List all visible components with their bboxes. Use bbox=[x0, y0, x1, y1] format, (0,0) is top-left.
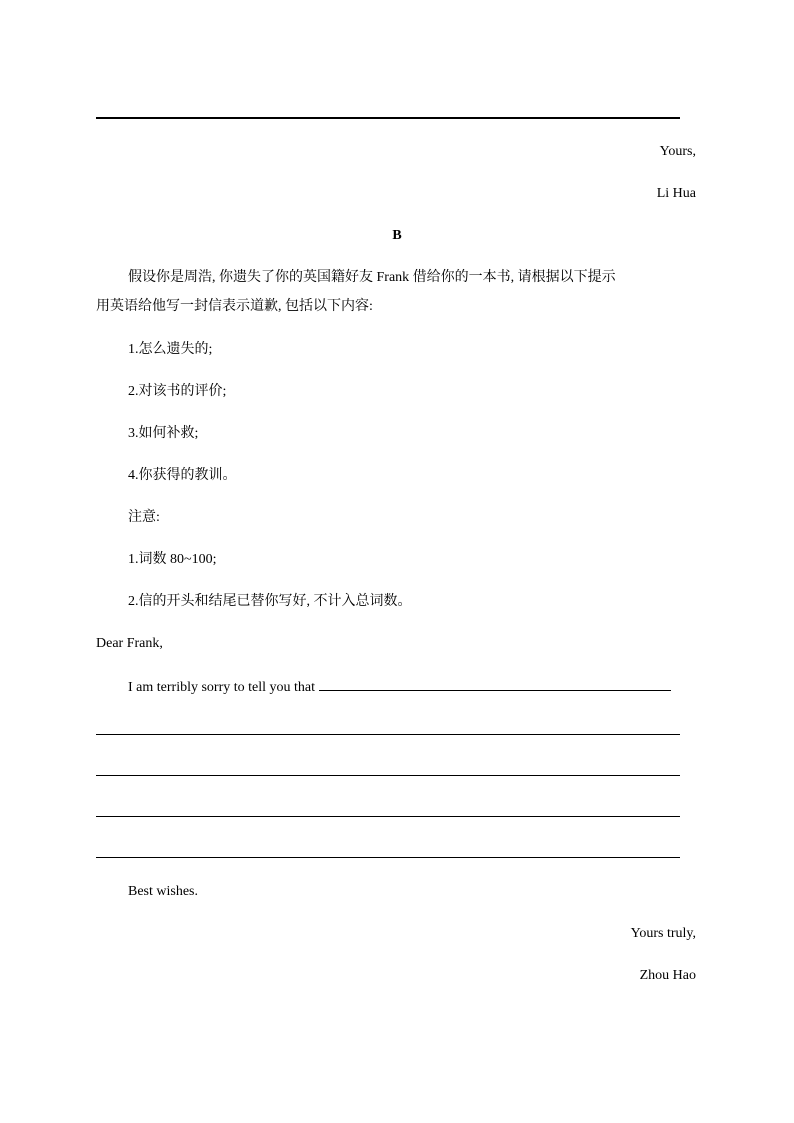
answer-line[interactable] bbox=[96, 816, 680, 817]
answer-line bbox=[96, 117, 680, 119]
answer-line[interactable] bbox=[96, 857, 680, 858]
point-item: 1.怎么遗失的; bbox=[128, 342, 213, 357]
note-item: 2.信的开头和结尾已替你写好, 不计入总词数。 bbox=[128, 594, 412, 609]
prompt-line-1: 假设你是周浩, 你遗失了你的英国籍好友 Frank 借给你的一本书, 请根据以下提示 bbox=[128, 270, 616, 285]
salutation: Dear Frank, bbox=[96, 636, 163, 651]
note-item: 1.词数 80~100; bbox=[128, 552, 217, 567]
prompt-line-2: 用英语给他写一封信表示道歉, 包括以下内容: bbox=[96, 299, 373, 314]
point-item: 4.你获得的教训。 bbox=[128, 468, 237, 483]
notes-title: 注意: bbox=[128, 510, 160, 525]
answer-blank[interactable] bbox=[319, 676, 671, 691]
answer-line[interactable] bbox=[96, 734, 680, 735]
prev-closing: Yours, bbox=[659, 144, 696, 159]
point-item: 3.如何补救; bbox=[128, 426, 199, 441]
section-label: B bbox=[392, 228, 402, 243]
prev-signature: Li Hua bbox=[656, 186, 696, 201]
closing: Yours truly, bbox=[630, 926, 696, 941]
answer-line[interactable] bbox=[96, 775, 680, 776]
opening-sentence bbox=[128, 676, 671, 698]
point-item: 2.对该书的评价; bbox=[128, 384, 227, 399]
opening-text: I am terribly sorry to tell you that bbox=[128, 680, 316, 695]
signature: Zhou Hao bbox=[639, 968, 696, 983]
ending: Best wishes. bbox=[128, 884, 198, 899]
